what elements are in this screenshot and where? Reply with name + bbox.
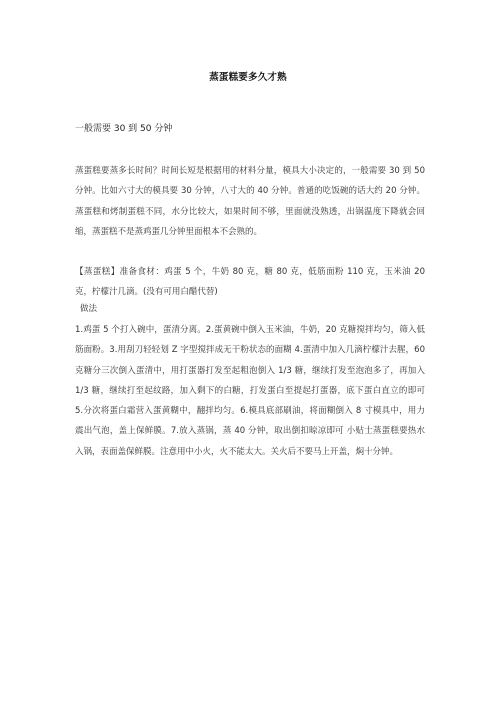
- intro-paragraph: 蒸蛋糕要蒸多长时间？时间长短是根据用的材料分量，模具大小决定的，一般需要 30 到 50 分钟。比如六寸大的模具要 30 分钟，八寸大的 40 分钟。普通的吃饭碗的话大约 20 分钟。蒸蛋糕和烤制蛋糕不同，水分比较大，如果时间不够，里面就没熟透，出锅温度下降就会回缩，蒸蛋糕不是蒸鸡蛋几分钟里面根本不会熟的。: [75, 166, 425, 237]
- method-heading: 做法: [80, 304, 98, 314]
- document-title: 蒸蛋糕要多久才熟: [209, 72, 287, 83]
- summary-heading: 一般需要 30 到 50 分钟: [75, 124, 173, 134]
- steps-paragraph: 1.鸡蛋 5 个打入碗中，蛋清分离。2.蛋黄碗中倒入玉米油，牛奶，20 克糖搅拌均匀，筛入低筋面粉。3.用刮刀轻轻划 Z 字型搅拌成无干粉状态的面糊 4.蛋清中加入几滴柠檬汁去腥，60 克糖分三次倒入蛋清中，用打蛋器打发至起粗泡倒入 1/3 糖，继续打发至泡泡多了，再加入 1/3 糖，继续打至起纹路，加入剩下的白糖，打发蛋白至提起打蛋器，底下蛋白直立的即可 5.分次将蛋白霜营入蛋黄糊中，翻拌均匀。6.模具底部刷油，将面糊倒入 8 寸模具中，用力震出气泡，盖上保鲜膜。7.放入蒸锅，蒸 40 分钟，取出倒扣晾凉即可 小贴士蒸蛋糕要热水入锅，表面盖保鲜膜。注意用中小火，火不能太大。关火后不要马上开盖，焖十分钟。: [75, 325, 425, 457]
- ingredients-paragraph: 【蒸蛋糕】准备食材：鸡蛋 5 个，牛奶 80 克，糖 80 克，低筋面粉 110 克，玉米油 20 克，柠檬汁几滴。(没有可用白醋代替): [75, 267, 425, 298]
